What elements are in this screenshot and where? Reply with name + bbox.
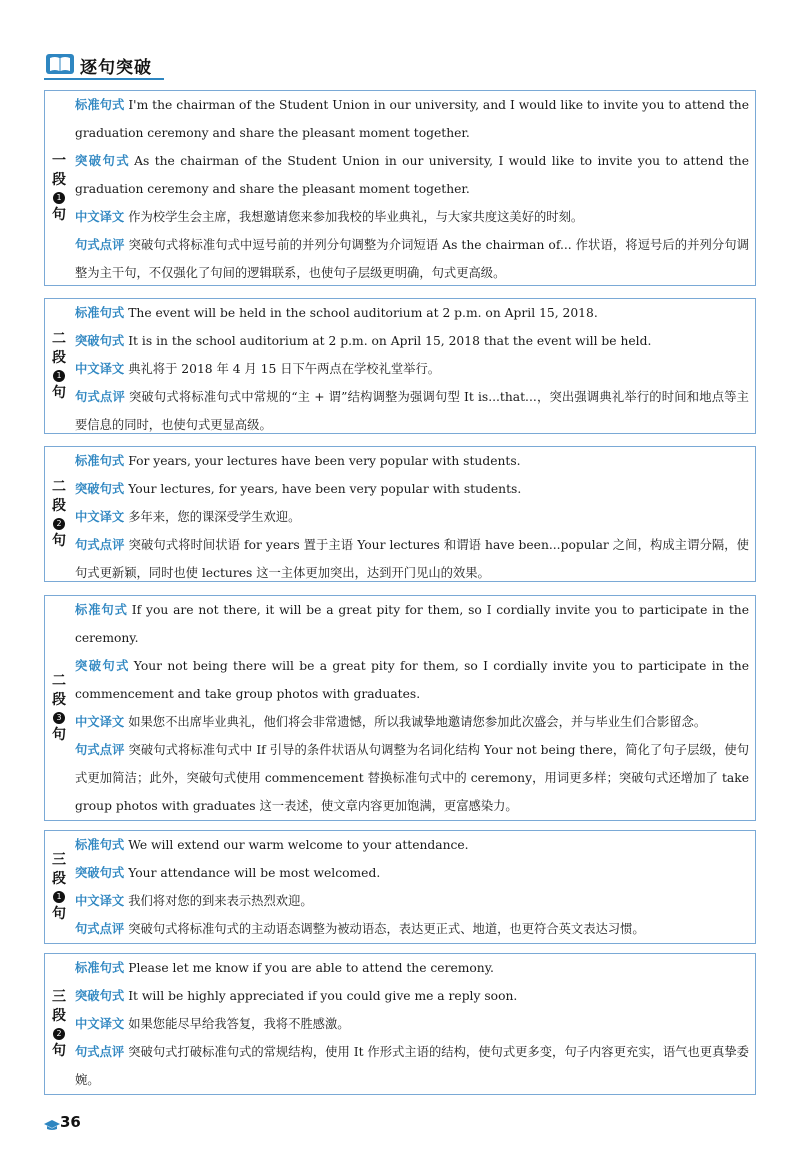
improved-sentence: 突破句式 As the chairman of the Student Union in our university, I would like to invite you to attend the graduation ceremony and share the pleasant moment together. (75, 154, 749, 196)
improved-sentence: 突破句式 It is in the school auditorium at 2 p.m. on April 15, 2018 that the event will be held. (75, 334, 652, 348)
sentence-marker: 二 段 2 句 (52, 478, 66, 549)
sentence-marker: 三 段 1 句 (52, 851, 66, 922)
comment: 句式点评 突破句式打破标准句式的常规结构，使用 It 作形式主语的结构，使句式更多变，句子内容更充实，语气也更真挚委婉。 (75, 1045, 749, 1087)
sentence-marker: 一 段 1 句 (52, 152, 66, 223)
improved-sentence: 突破句式 Your not being there will be a great pity for them, so I cordially invite you to participate in the commencement and take group photos with graduates. (75, 659, 749, 701)
sentence-marker: 三 段 2 句 (52, 988, 66, 1059)
standard-sentence: 标准句式 If you are not there, it will be a great pity for them, so I cordially invite you to participate in the ceremony. (75, 603, 749, 645)
improved-sentence: 突破句式 It will be highly appreciated if you could give me a reply soon. (75, 989, 518, 1003)
improved-sentence: 突破句式 Your attendance will be most welcomed. (75, 866, 381, 880)
sentence-marker: 二 段 3 句 (52, 672, 66, 743)
sentence-block-4 (44, 595, 756, 821)
chinese-translation: 中文译文 多年来，您的课深受学生欢迎。 (75, 510, 301, 524)
chinese-translation: 中文译文 如果您能尽早给我答复，我将不胜感激。 (75, 1017, 350, 1031)
standard-sentence: 标准句式 The event will be held in the school auditorium at 2 p.m. on April 15, 2018. (75, 306, 598, 320)
comment: 句式点评 突破句式将时间状语 for years 置于主语 Your lectures 和谓语 have been...popular 之间，构成主谓分隔，使句式更新颖，同时也使 lectures 这一主体更加突出，达到开门见山的效果。 (75, 538, 749, 580)
chinese-translation: 中文译文 我们将对您的到来表示热烈欢迎。 (75, 894, 313, 908)
standard-sentence: 标准句式 We will extend our warm welcome to your attendance. (75, 838, 469, 852)
standard-sentence: 标准句式 Please let me know if you are able to attend the ceremony. (75, 961, 494, 975)
improved-sentence: 突破句式 Your lectures, for years, have been very popular with students. (75, 482, 522, 496)
page-title: 逐句突破 (80, 58, 152, 78)
graduation-cap-icon (44, 1119, 60, 1131)
chinese-translation: 中文译文 典礼将于 2018 年 4 月 15 日下午两点在学校礼堂举行。 (75, 362, 441, 376)
page-number: 36 (60, 1113, 81, 1131)
sentence-block-5 (44, 830, 756, 944)
comment: 句式点评 突破句式将标准句式中 If 引导的条件状语从句调整为名词化结构 Your not being there，简化了句子层级，使句式更加简洁；此外，突破句式使用 commencement 替换标准句式中的 ceremony，用词更多样；突破句式还增加了 take group photos with graduates 这一表述，使文章内容更加饱满，更富感染力。 (75, 743, 749, 813)
sentence-block-3 (44, 446, 756, 582)
standard-sentence: 标准句式 I'm the chairman of the Student Union in our university, and I would like to invite you to attend the graduation ceremony and share the pleasant moment together. (75, 98, 749, 140)
section-header (44, 52, 164, 80)
book-icon (46, 54, 74, 74)
sentence-block-1 (44, 90, 756, 286)
chinese-translation: 中文译文 如果您不出席毕业典礼，他们将会非常遗憾，所以我诚挚地邀请您参加此次盛会，并与毕业生们合影留念。 (75, 715, 707, 729)
comment: 句式点评 突破句式将标准句式中常规的“主 + 谓”结构调整为强调句型 It is...that...，突出强调典礼举行的时间和地点等主要信息的同时，也使句式更显高级。 (75, 390, 749, 432)
chinese-translation: 中文译文 作为校学生会主席，我想邀请您来参加我校的毕业典礼，与大家共度这美好的时刻。 (75, 210, 584, 224)
comment: 句式点评 突破句式将标准句式中逗号前的并列分句调整为介词短语 As the chairman of... 作状语，将逗号后的并列分句调整为主干句，不仅强化了句间的逻辑联系，也使句子层级更明确，句式更高级。 (75, 238, 749, 280)
sentence-marker: 二 段 1 句 (52, 330, 66, 401)
standard-sentence: 标准句式 For years, your lectures have been very popular with students. (75, 454, 521, 468)
comment: 句式点评 突破句式将标准句式的主动语态调整为被动语态，表达更正式、地道，也更符合英文表达习惯。 (75, 922, 645, 936)
sentence-block-6 (44, 953, 756, 1095)
sentence-block-2 (44, 298, 756, 434)
